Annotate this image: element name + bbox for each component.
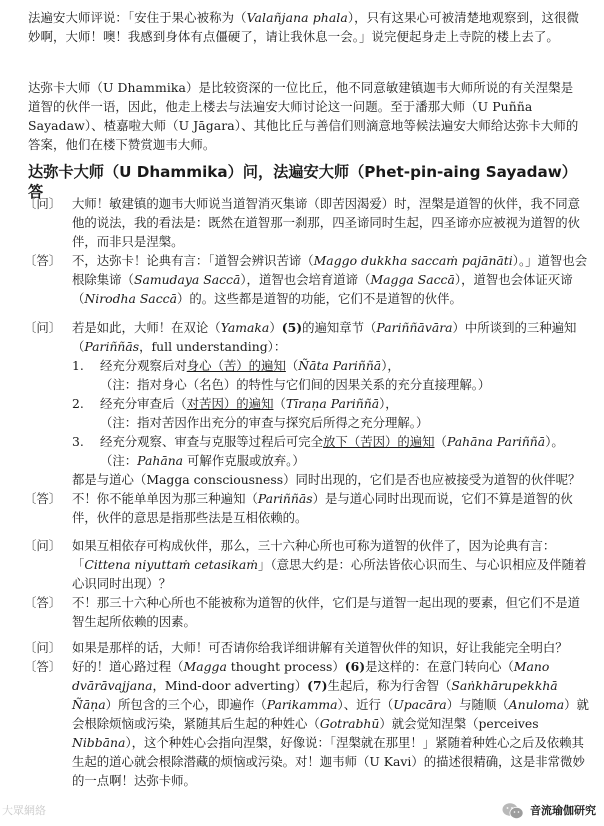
question-label: 〔问〕 xyxy=(24,538,62,553)
list-note: （注：Pahāna 可解作克服或放弃。） xyxy=(100,453,305,468)
answer xyxy=(24,251,592,308)
answer-label: 〔答〕 xyxy=(24,595,62,610)
answer xyxy=(24,489,592,527)
answer-label: 〔答〕 xyxy=(24,253,62,268)
section-heading: 达弥卡大师（U Dhammika）问，法遍安大师（Phet-pin-aing Sayadaw）答 xyxy=(28,163,577,201)
qa-block-3 xyxy=(24,536,592,631)
answer-label: 〔答〕 xyxy=(24,659,62,674)
question xyxy=(24,318,592,489)
question-label: 〔问〕 xyxy=(24,196,62,211)
question-text: 大师！敏建镇的迦韦大师说当道智消灭集谛（即苦因渴爱）时，涅槃是道智的伙伴，我不同意他的说法，我的看法是：既然在道智那一刹那，四圣谛同时生起，四圣谛亦应被视为道智的伙伴，而非只是涅槃。 xyxy=(72,196,581,249)
answer-text: 不！你不能单单因为那三种遍知（Pariññās）是与道心同时出现而说，它们不算是道智的伙伴，伙伴的意思是指那些法是互相依赖的。 xyxy=(72,491,573,525)
question-text: 如果是那样的话，大师！可否请你给我详细讲解有关道智伙伴的知识，好让我能完全明白？ xyxy=(72,640,568,655)
question xyxy=(24,638,592,657)
intro-paragraph-1 xyxy=(28,8,580,46)
watermark-left: 大眾網絡 xyxy=(2,804,46,817)
answer xyxy=(24,593,592,631)
answer-text: 不，达弥卡！论典有言：「道智会辨识苦谛（Maggo dukkha saccaṁ pajānāti）。」道智也会根除集谛（Samudaya Saccā），道智也会培育道谛（Magga Saccā），道智也会体证灭谛（Nirodha Saccā）的。这些都是道智的功能，它们不是道智的伙伴。 xyxy=(72,253,588,306)
intro-text: ），只有这果心可被清楚地观察到，这很微妙啊，大师！噢！我感到身体有点僵硬了，请让我休息一会。」说完便起身走上寺院的楼上去了。 xyxy=(28,10,579,44)
question-text: 若是如此，大师！在双论（Yamaka）(5)的遍知章节（Pariññāvāra）中所谈到的三种遍知（Pariññās，full understanding）： 1. 经充分观察后对身心（苦）的遍知（Ñāta Pariññā）， （注：指对身心（名色）的特性与它们间的因果关系的充分直接理解。） 2. 经充分审查后（对苦因）的遍知（Tīraṇa Pariññā）， （注：指对苦因作出充分的审查与探究后所得之充分理解。） 3. 经充分观察、审查与克服等过程后可完全放下（苦因）的遍知（Pahāna Pariññā）。 （注：Pahāna 可解作克服或放弃。） 都是与道心（Magga consciousness）同时出现的，它们是否也应被接受为道智的伙伴呢？ xyxy=(72,318,590,489)
question-label: 〔问〕 xyxy=(24,320,62,335)
qa-block-4 xyxy=(24,638,592,790)
answer-text: 不！那三十六种心所也不能被称为道智的伙伴，它们是与道智一起出现的要素，但它们不是道智生起所依赖的因素。 xyxy=(72,595,581,629)
list-item: 3. 经充分观察、审查与克服等过程后可完全放下（苦因）的遍知（Pahāna Pariññā）。 xyxy=(72,434,564,449)
wechat-icon xyxy=(502,802,524,820)
answer-label: 〔答〕 xyxy=(24,491,62,506)
question-text-end: 都是与道心（Magga consciousness）同时出现的，它们是否也应被接受为道智的伙伴呢？ xyxy=(72,472,581,487)
pali-term: Valañjana phala xyxy=(246,10,348,25)
question xyxy=(24,536,592,593)
question-text: 如果互相依存可构成伙伴，那么，三十六种心所也可称为道智的伙伴了，因为论典有言：「Cittena niyuttaṁ cetasikaṁ」（意思大约是：心所法皆依心识而生、与心识相应及伴随着心识同时出现）？ xyxy=(72,538,587,591)
watermark-text: 音流瑜伽研究 xyxy=(530,804,596,817)
qa-block-2 xyxy=(24,318,592,527)
intro-text: 法遍安大师评说：「安住于果心被称为（ xyxy=(28,10,247,25)
list-item: 1. 经充分观察后对身心（苦）的遍知（Ñāta Pariññā）， xyxy=(72,358,400,373)
answer xyxy=(24,657,592,790)
question xyxy=(24,194,592,251)
list-note: （注：指对身心（名色）的特性与它们间的因果关系的充分直接理解。） xyxy=(100,377,491,392)
list-item: 2. 经充分审查后（对苦因）的遍知（Tīraṇa Pariññā）， xyxy=(72,396,398,411)
intro-paragraph-2: 达弥卡大师（U Dhammika）是比较资深的一位比丘，他不同意敏建镇迦韦大师所说的有关涅槃是道智的伙伴一语，因此，他走上楼去与法遍安大师讨论这一问题。至于潘那大师（U Puñña Sayadaw）、楂嘉啦大师（U Jāgara）、其他比丘与善信们则滴意地等候法遍安大师给达弥卡大师的答案，他们在楼下赞赏迦韦大师。 xyxy=(28,80,579,152)
list-note: （注：指对苦因作出充分的审查与探究后所得之充分理解。） xyxy=(100,415,429,430)
answer-text: 好的！道心路过程（Magga thought process）(6)是这样的：在意门转向心（Mano dvārāvajjana，Mind-door adverting）(7)生起后，称为行舍智（Saṅkhārupekkhā Ñāṇa）所包含的三个心，即遍作（Parikamma）、近行（Upacāra）与随顺（Anuloma）就会根除烦恼或污染，紧随其后生起的种姓心（Gotrabhū）就会觉知涅槃（perceives Nibbāna），这个种姓心会指向涅槃，好像说：「涅槃就在那里！」紧随着种姓心之后及依赖其生起的道心就会根除潜藏的烦恼或污染。对！迦韦师（U Kavi）的描述很精确，这是非常微妙的一点啊！达弥卡师。 xyxy=(72,659,589,788)
qa-block-1 xyxy=(24,194,592,308)
question-label: 〔问〕 xyxy=(24,640,62,655)
watermark-right xyxy=(502,800,596,822)
